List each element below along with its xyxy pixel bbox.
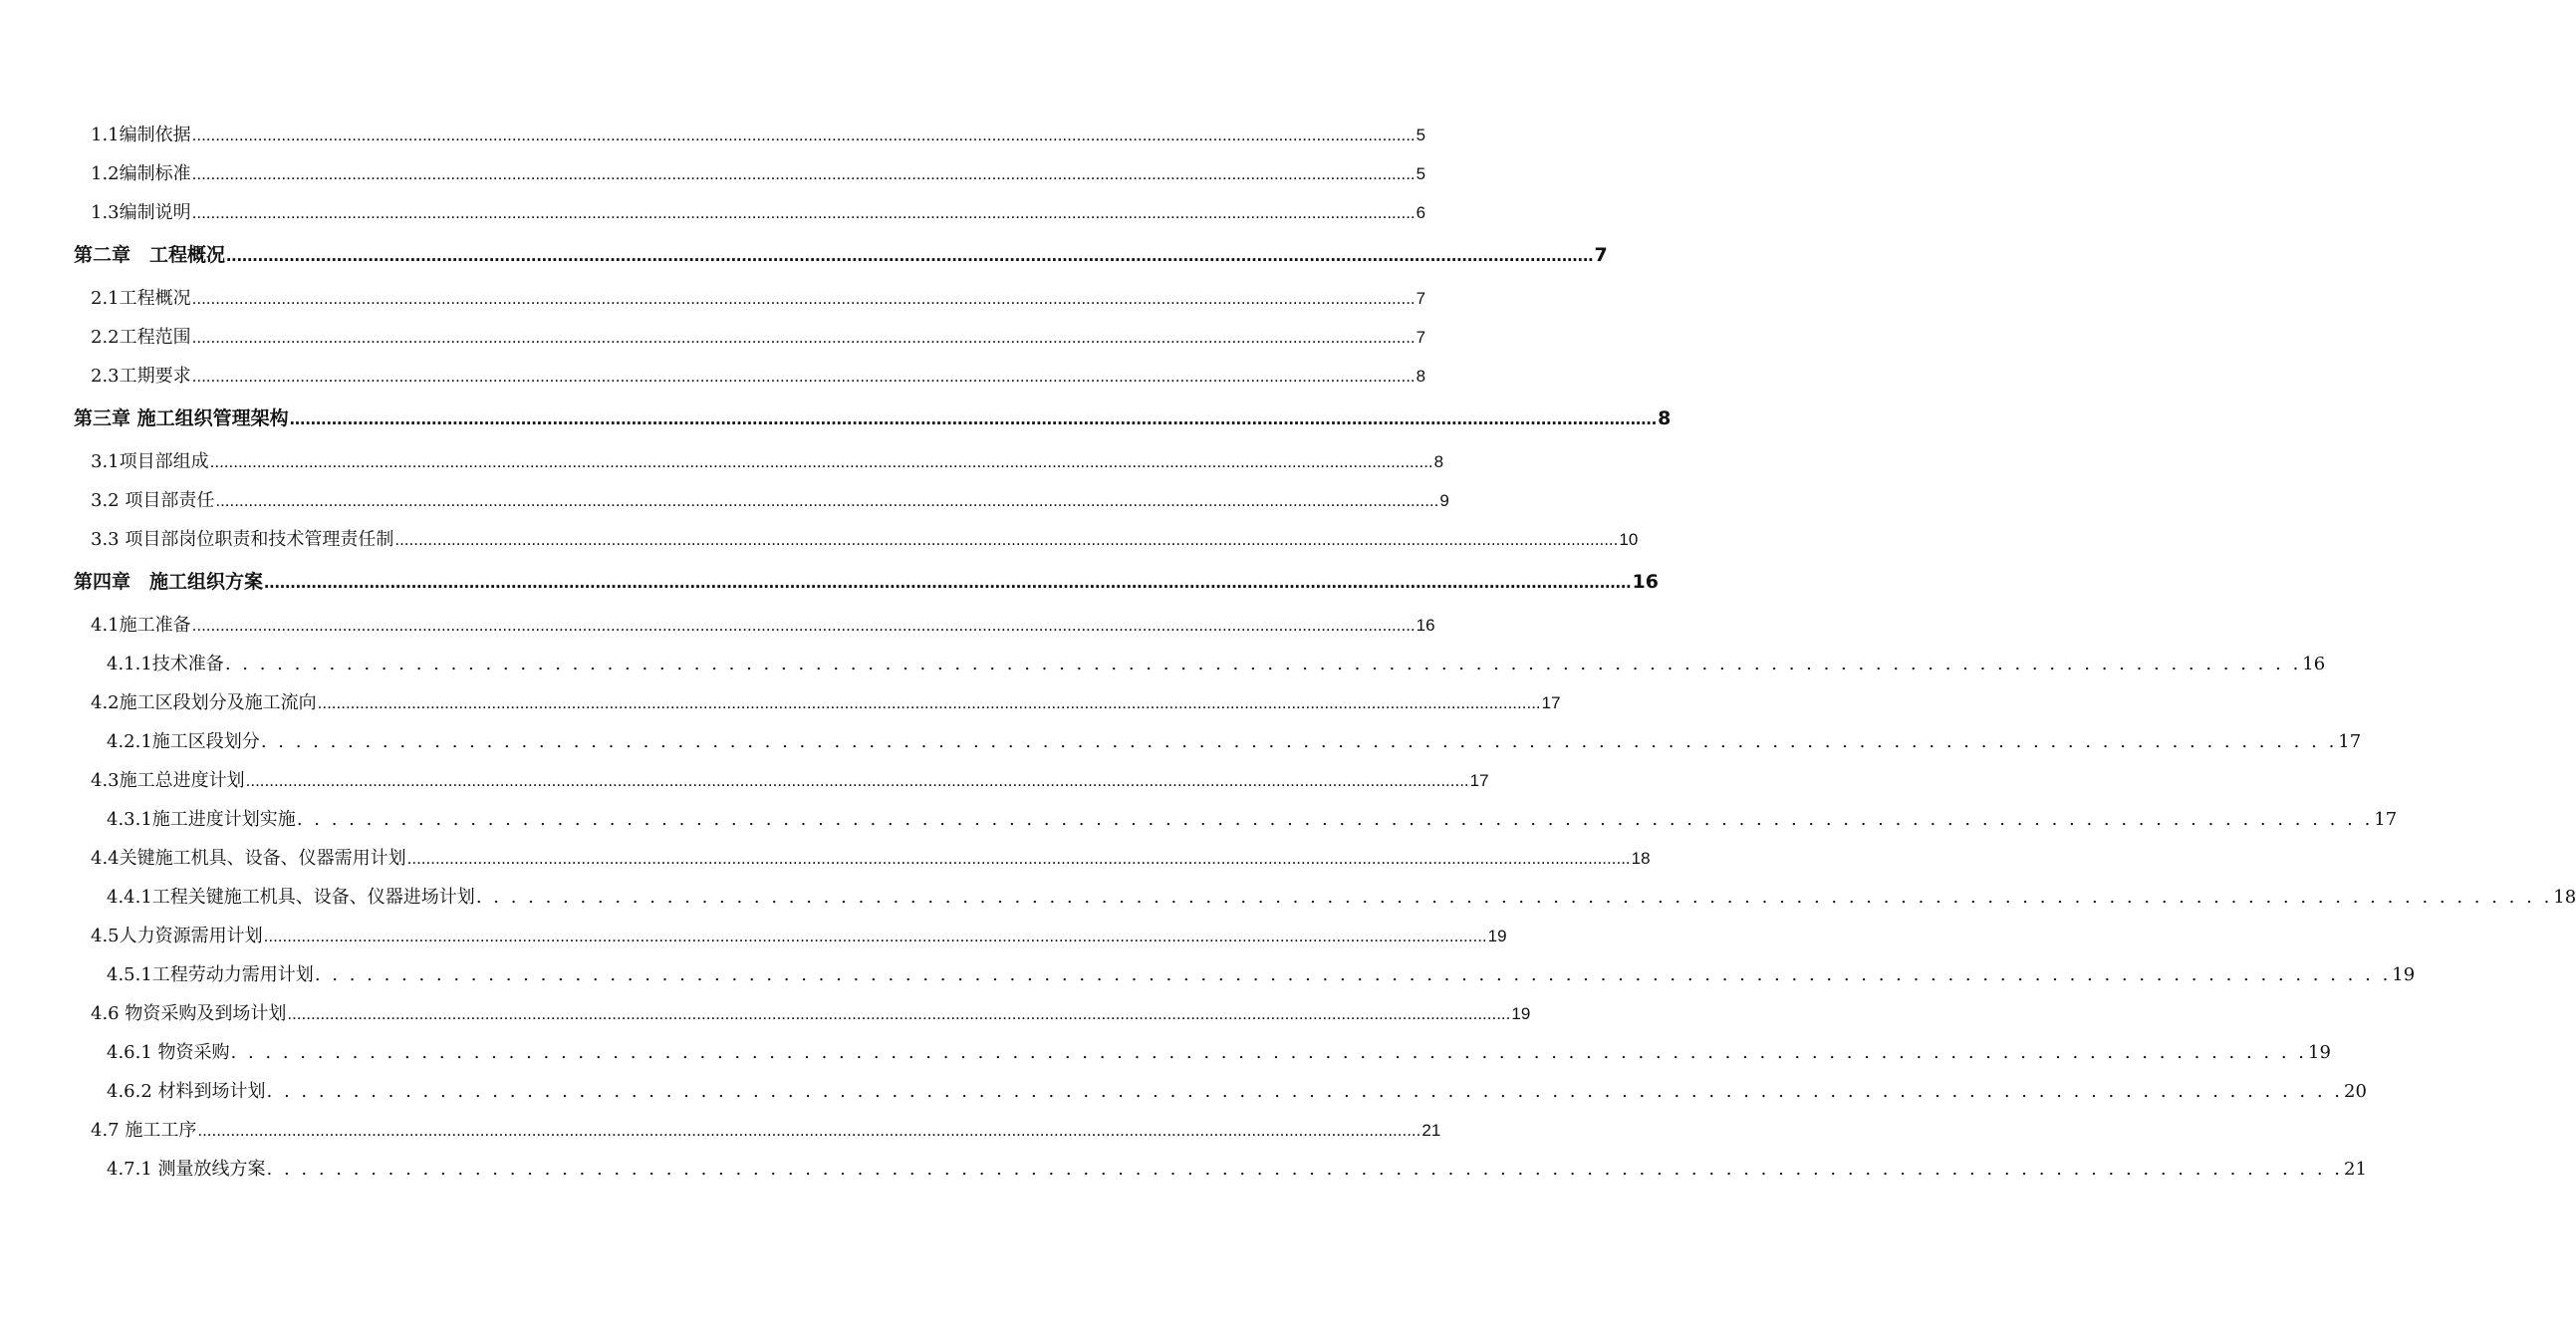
- toc-section-entry[interactable]: [0, 357, 1426, 396]
- toc-dot-leader: ....................................................................................................................................................................................................................................................................: [289, 408, 1658, 429]
- toc-entry-label: 4.7 施工工序: [91, 1120, 197, 1141]
- toc-page-number: 7: [1594, 244, 1608, 266]
- toc-dot-leader: ....................................................................................................................................................................................................................................................................: [317, 693, 1541, 712]
- toc-page-number: 8: [1433, 452, 1444, 471]
- toc-dot-leader: . . . . . . . . . . . . . . . . . . . . . . . . . . . . . . . . . . . . . . . . . . . . . . . . . . . . . . . . . . . . . . . . . . . . . . . . . . . . . . . . . . . . . . . . . . . . . . . . . . . . . . . . . . . . . . . . . . . . . . . .: [230, 1042, 2308, 1063]
- toc-page-number: 9: [1439, 491, 1449, 510]
- toc-dot-leader: ....................................................................................................................................................................................................................................................................: [406, 849, 1631, 868]
- toc-dot-leader: ....................................................................................................................................................................................................................................................................: [287, 1004, 1511, 1023]
- toc-entry-label: 1.2编制标准: [91, 163, 191, 184]
- toc-entry-label: 4.6.1 物资采购: [107, 1042, 230, 1063]
- toc-page-number: 7: [1416, 289, 1426, 308]
- toc-entry-label: 4.1.1技术准备: [107, 654, 224, 674]
- toc-dot-leader: . . . . . . . . . . . . . . . . . . . . . . . . . . . . . . . . . . . . . . . . . . . . . . . . . . . . . . . . . . . . . . . . . . . . . . . . . . . . . . . . . . . . . . . . . . . . . . . . . . . . . . . . . . . . . . . . . . . . . . . .: [224, 654, 2302, 674]
- toc-entry-label: 2.1工程概况: [91, 288, 191, 309]
- toc-subsection-entry[interactable]: [0, 1033, 2331, 1072]
- toc-entry-label: 4.3.1施工进度计划实施: [107, 809, 296, 830]
- toc-dot-leader: . . . . . . . . . . . . . . . . . . . . . . . . . . . . . . . . . . . . . . . . . . . . . . . . . . . . . . . . . . . . . . . . . . . . . . . . . . . . . . . . . . . . . . . . . . . . . . . . . . . . . . . . . . . . . . . . . . . . . . . .: [296, 809, 2374, 830]
- toc-entry-label: 2.3工期要求: [91, 366, 191, 387]
- toc-dot-leader: ....................................................................................................................................................................................................................................................................: [191, 367, 1416, 386]
- toc-page-number: 17: [2338, 731, 2362, 752]
- toc-page-number: 18: [1631, 849, 1651, 868]
- toc-dot-leader: ....................................................................................................................................................................................................................................................................: [394, 530, 1619, 549]
- toc-section-entry[interactable]: [0, 193, 1426, 232]
- toc-dot-leader: ....................................................................................................................................................................................................................................................................: [263, 927, 1487, 945]
- toc-dot-leader: . . . . . . . . . . . . . . . . . . . . . . . . . . . . . . . . . . . . . . . . . . . . . . . . . . . . . . . . . . . . . . . . . . . . . . . . . . . . . . . . . . . . . . . . . . . . . . . . . . . . . . . . . . . . . . . . . . . . . . . .: [475, 887, 2553, 908]
- toc-section-entry[interactable]: [0, 442, 1444, 481]
- toc-dot-leader: ....................................................................................................................................................................................................................................................................: [197, 1121, 1421, 1140]
- toc-dot-leader: ....................................................................................................................................................................................................................................................................: [191, 289, 1416, 308]
- toc-page-number: 17: [2374, 809, 2398, 830]
- toc-dot-leader: ....................................................................................................................................................................................................................................................................: [191, 328, 1416, 347]
- toc-section-entry[interactable]: [0, 116, 1426, 154]
- toc-entry-label: 4.5.1工程劳动力需用计划: [107, 964, 314, 985]
- toc-entry-label: 4.7.1 测量放线方案: [107, 1159, 266, 1180]
- toc-page-number: 17: [1469, 771, 1489, 790]
- toc-entry-label: 3.2 项目部责任: [91, 490, 215, 511]
- toc-entry-label: 第三章 施工组织管理架构: [74, 407, 289, 429]
- toc-dot-leader: ....................................................................................................................................................................................................................................................................: [191, 203, 1416, 222]
- toc-section-entry[interactable]: [0, 1111, 1441, 1150]
- toc-section-entry[interactable]: [0, 520, 1639, 559]
- toc-dot-leader: ....................................................................................................................................................................................................................................................................: [245, 771, 1469, 790]
- toc-entry-label: 4.4关键施工机具、设备、仪器需用计划: [91, 848, 406, 869]
- toc-entry-label: 1.1编制依据: [91, 125, 191, 145]
- toc-subsection-entry[interactable]: [0, 1150, 2367, 1189]
- toc-dot-leader: ....................................................................................................................................................................................................................................................................: [226, 245, 1594, 266]
- toc-dot-leader: ....................................................................................................................................................................................................................................................................: [215, 491, 1439, 510]
- toc-page-number: 16: [1632, 571, 1659, 593]
- toc-section-entry[interactable]: [0, 761, 1489, 800]
- toc-chapter-entry[interactable]: [0, 232, 1608, 279]
- toc-subsection-entry[interactable]: [0, 800, 2398, 839]
- toc-section-entry[interactable]: [0, 481, 1449, 520]
- toc-dot-leader: . . . . . . . . . . . . . . . . . . . . . . . . . . . . . . . . . . . . . . . . . . . . . . . . . . . . . . . . . . . . . . . . . . . . . . . . . . . . . . . . . . . . . . . . . . . . . . . . . . . . . . . . . . . . . . . . . . . . . . . .: [314, 964, 2392, 985]
- toc-page-number: 19: [1511, 1004, 1531, 1023]
- toc-section-entry[interactable]: [0, 318, 1426, 357]
- toc-page-number: 18: [2553, 887, 2576, 908]
- toc-dot-leader: ....................................................................................................................................................................................................................................................................: [191, 126, 1416, 144]
- toc-page-number: 21: [1421, 1121, 1441, 1140]
- toc-subsection-entry[interactable]: [0, 955, 2416, 994]
- toc-chapter-entry[interactable]: [0, 559, 1659, 606]
- toc-entry-label: 第二章 工程概况: [74, 244, 226, 266]
- toc-section-entry[interactable]: [0, 606, 1435, 645]
- table-of-contents: [0, 116, 2576, 1189]
- toc-section-entry[interactable]: [0, 994, 1531, 1033]
- toc-page-number: 21: [2344, 1159, 2367, 1180]
- toc-dot-leader: . . . . . . . . . . . . . . . . . . . . . . . . . . . . . . . . . . . . . . . . . . . . . . . . . . . . . . . . . . . . . . . . . . . . . . . . . . . . . . . . . . . . . . . . . . . . . . . . . . . . . . . . . . . . . . . . . . . . . . . .: [266, 1081, 2344, 1102]
- toc-subsection-entry[interactable]: [0, 878, 2576, 917]
- toc-dot-leader: . . . . . . . . . . . . . . . . . . . . . . . . . . . . . . . . . . . . . . . . . . . . . . . . . . . . . . . . . . . . . . . . . . . . . . . . . . . . . . . . . . . . . . . . . . . . . . . . . . . . . . . . . . . . . . . . . . . . . . . .: [266, 1159, 2344, 1180]
- toc-section-entry[interactable]: [0, 279, 1426, 318]
- toc-entry-label: 4.1施工准备: [91, 615, 191, 636]
- toc-subsection-entry[interactable]: [0, 722, 2362, 761]
- toc-page-number: 19: [1487, 927, 1507, 945]
- toc-page-number: 5: [1416, 126, 1426, 144]
- toc-entry-label: 4.6 物资采购及到场计划: [91, 1003, 287, 1024]
- toc-dot-leader: . . . . . . . . . . . . . . . . . . . . . . . . . . . . . . . . . . . . . . . . . . . . . . . . . . . . . . . . . . . . . . . . . . . . . . . . . . . . . . . . . . . . . . . . . . . . . . . . . . . . . . . . . . . . . . . . . . . . . . . .: [260, 731, 2338, 752]
- toc-entry-label: 4.2.1施工区段划分: [107, 731, 260, 752]
- toc-page-number: 10: [1619, 530, 1639, 549]
- toc-entry-label: 1.3编制说明: [91, 202, 191, 223]
- toc-entry-label: 4.2施工区段划分及施工流向: [91, 692, 317, 713]
- toc-page-number: 16: [1416, 616, 1435, 635]
- toc-section-entry[interactable]: [0, 917, 1507, 955]
- toc-chapter-entry[interactable]: [0, 396, 1672, 442]
- toc-entry-label: 3.1项目部组成: [91, 451, 209, 472]
- toc-entry-label: 第四章 施工组织方案: [74, 571, 264, 593]
- toc-page-number: 17: [1541, 693, 1561, 712]
- toc-entry-label: 2.2工程范围: [91, 327, 191, 348]
- toc-page-number: 7: [1416, 328, 1426, 347]
- toc-dot-leader: ....................................................................................................................................................................................................................................................................: [209, 452, 1433, 471]
- toc-page-number: 20: [2344, 1081, 2367, 1102]
- toc-section-entry[interactable]: [0, 683, 1561, 722]
- toc-page-number: 16: [2302, 654, 2326, 674]
- toc-page-number: 6: [1416, 203, 1426, 222]
- toc-subsection-entry[interactable]: [0, 645, 2326, 683]
- toc-entry-label: 4.4.1工程关键施工机具、设备、仪器进场计划: [107, 887, 475, 908]
- toc-subsection-entry[interactable]: [0, 1072, 2367, 1111]
- toc-dot-leader: ....................................................................................................................................................................................................................................................................: [191, 164, 1416, 183]
- toc-section-entry[interactable]: [0, 839, 1651, 878]
- toc-entry-label: 4.6.2 材料到场计划: [107, 1081, 266, 1102]
- toc-page-number: 19: [2392, 964, 2416, 985]
- toc-page-number: 19: [2308, 1042, 2331, 1063]
- toc-dot-leader: ....................................................................................................................................................................................................................................................................: [264, 572, 1632, 593]
- toc-entry-label: 3.3 项目部岗位职责和技术管理责任制: [91, 529, 394, 550]
- toc-page-number: 5: [1416, 164, 1426, 183]
- toc-section-entry[interactable]: [0, 154, 1426, 193]
- toc-page-number: 8: [1416, 367, 1426, 386]
- toc-entry-label: 4.3施工总进度计划: [91, 770, 245, 791]
- toc-entry-label: 4.5人力资源需用计划: [91, 926, 263, 946]
- toc-dot-leader: ....................................................................................................................................................................................................................................................................: [191, 616, 1416, 635]
- toc-page-number: 8: [1658, 407, 1672, 429]
